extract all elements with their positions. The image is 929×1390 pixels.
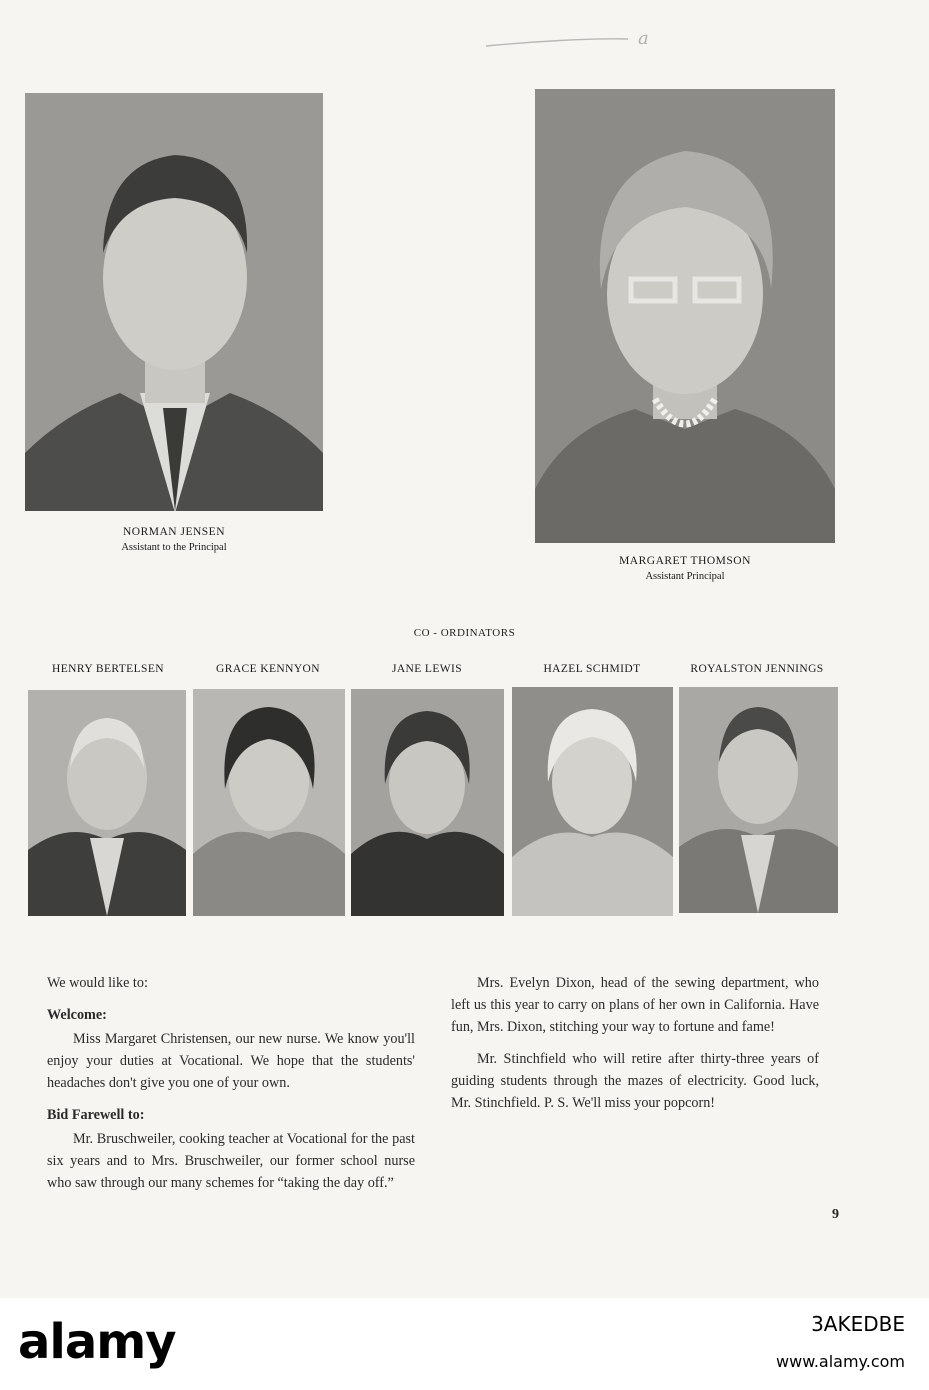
portrait-margaret-thomson — [535, 89, 835, 543]
pencil-note: a — [638, 28, 649, 49]
portrait-hazel-schmidt — [512, 687, 673, 916]
coordinators-heading: CO - ORDINATORS — [413, 627, 516, 639]
article-intro: We would like to: — [47, 975, 148, 991]
coordinator-name: ROYALSTON JENNINGS — [690, 663, 824, 675]
farewell-heading: Bid Farewell to: — [47, 1107, 145, 1123]
pencil-mark — [478, 24, 678, 52]
welcome-paragraph: Miss Margaret Christensen, our new nurse. We know you'll enjoy your duties at Vocational. We hope that the students' headaches don't give you one of your own. — [47, 1031, 415, 1091]
coordinator-name: HAZEL SCHMIDT — [543, 663, 641, 675]
portrait-jane-lewis — [351, 689, 504, 916]
portrait-norman-jensen — [25, 93, 323, 511]
farewell-paragraph-2: Mrs. Evelyn Dixon, head of the sewing department, who left us this year to carry on plans of her own in California. Have fun, Mrs. Dixon, stitching your way to fortune and fame! — [451, 975, 819, 1035]
coordinator-name: JANE LEWIS — [391, 663, 463, 675]
farewell-paragraph-1: Mr. Bruschweiler, cooking teacher at Vocational for the past six years and to Mrs. Bruschweiler, our former school nurse who saw through our many schemes for “taking the day off.” — [47, 1131, 415, 1191]
watermark-url: www.alamy.com — [776, 1352, 905, 1371]
portrait-grace-kennyon — [193, 689, 345, 916]
person-name: NORMAN JENSEN — [122, 526, 226, 538]
caption-margaret-thomson — [535, 555, 835, 582]
article-right-column — [451, 972, 819, 1124]
page-number: 9 — [832, 1207, 839, 1222]
person-title: Assistant to the Principal — [121, 542, 227, 553]
coordinator-name: HENRY BERTELSEN — [52, 663, 164, 675]
portrait-royalston-jennings — [679, 687, 838, 913]
person-title: Assistant Principal — [645, 571, 725, 582]
person-name: MARGARET THOMSON — [619, 555, 751, 567]
welcome-heading: Welcome: — [47, 1007, 107, 1023]
article-left-column — [47, 972, 415, 1204]
farewell-paragraph-3: Mr. Stinchfield who will retire after thirty-three years of guiding students through the mazes of electricity. Good luck, Mr. Stinchfield. P. S. We'll miss your popcorn! — [451, 1051, 819, 1111]
watermark-image-id: 3AKEDBE — [811, 1312, 905, 1336]
watermark-logo: alamy — [18, 1314, 176, 1370]
coordinator-name: GRACE KENNYON — [216, 663, 320, 675]
portrait-henry-bertelsen — [28, 690, 186, 916]
caption-norman-jensen — [25, 526, 323, 553]
